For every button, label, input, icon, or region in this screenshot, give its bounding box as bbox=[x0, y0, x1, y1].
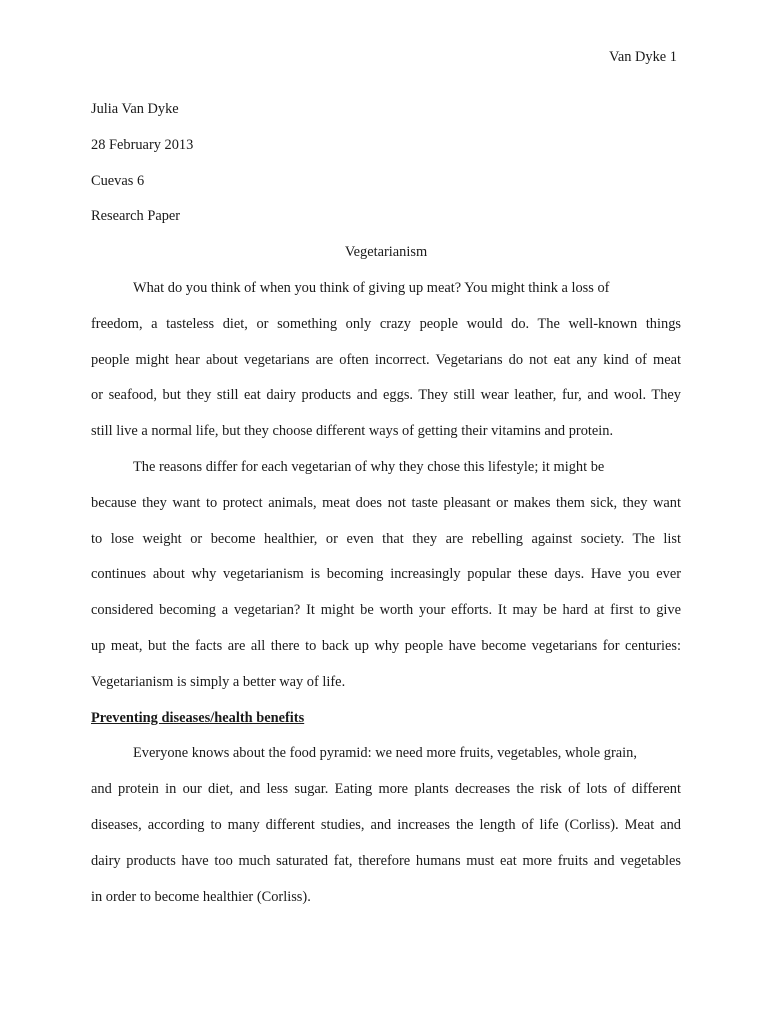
paragraph-2 bbox=[91, 450, 681, 701]
paragraph-3 bbox=[91, 736, 681, 915]
author-name: Julia Van Dyke bbox=[91, 101, 179, 117]
paragraph-line: up meat, but the facts are all there to back up why people have become vegetarians for centuries: bbox=[91, 637, 681, 654]
paragraph-line: and protein in our diet, and less sugar. Eating more plants decreases the risk of lots of different bbox=[91, 781, 681, 798]
paragraph-line: What do you think of when you think of giving up meat? You might think a loss of bbox=[133, 279, 610, 296]
paragraph-line: continues about why vegetarianism is becoming increasingly popular these days. Have you ever bbox=[91, 566, 681, 583]
assignment-type: Research Paper bbox=[91, 208, 181, 225]
paragraph-line: The reasons differ for each vegetarian of why they chose this lifestyle; it might be bbox=[133, 458, 605, 475]
paragraph-line: because they want to protect animals, meat does not taste pleasant or makes them sick, they want bbox=[91, 494, 681, 511]
paragraph-line: or seafood, but they still eat dairy products and eggs. They still wear leather, fur, and wool. They bbox=[91, 387, 681, 404]
paragraph-line: dairy products have too much saturated fat, therefore humans must eat more fruits and vegetables bbox=[91, 852, 681, 869]
paragraph-line: considered becoming a vegetarian? It might be worth your efforts. It may be hard at first to give bbox=[91, 602, 681, 619]
section-heading: Preventing diseases/health benefits bbox=[91, 709, 305, 726]
paragraph-1 bbox=[91, 271, 681, 450]
paragraph-line: in order to become healthier (Corliss). bbox=[91, 888, 311, 905]
paragraph-line: still live a normal life, but they choose different ways of getting their vitamins and protein. bbox=[91, 423, 614, 440]
running-head: Van Dyke 1 bbox=[609, 49, 677, 65]
paper-body bbox=[91, 92, 681, 915]
paper-title: Vegetarianism bbox=[344, 244, 428, 261]
paragraph-line: diseases, according to many different studies, and increases the length of life (Corliss). Meat and bbox=[91, 816, 681, 833]
paragraph-line: Vegetarianism is simply a better way of life. bbox=[91, 673, 346, 690]
paragraph-line: freedom, a tasteless diet, or something only crazy people would do. The well-known things bbox=[91, 315, 681, 332]
paper-date: 28 February 2013 bbox=[91, 136, 194, 153]
paragraph-line: Everyone knows about the food pyramid: we need more fruits, vegetables, whole grain, bbox=[133, 745, 637, 762]
paragraph-line: to lose weight or become healthier, or even that they are rebelling against society. The list bbox=[91, 530, 681, 547]
paragraph-line: people might hear about vegetarians are often incorrect. Vegetarians do not eat any kind of meat bbox=[91, 351, 681, 368]
course-name: Cuevas 6 bbox=[91, 172, 145, 189]
